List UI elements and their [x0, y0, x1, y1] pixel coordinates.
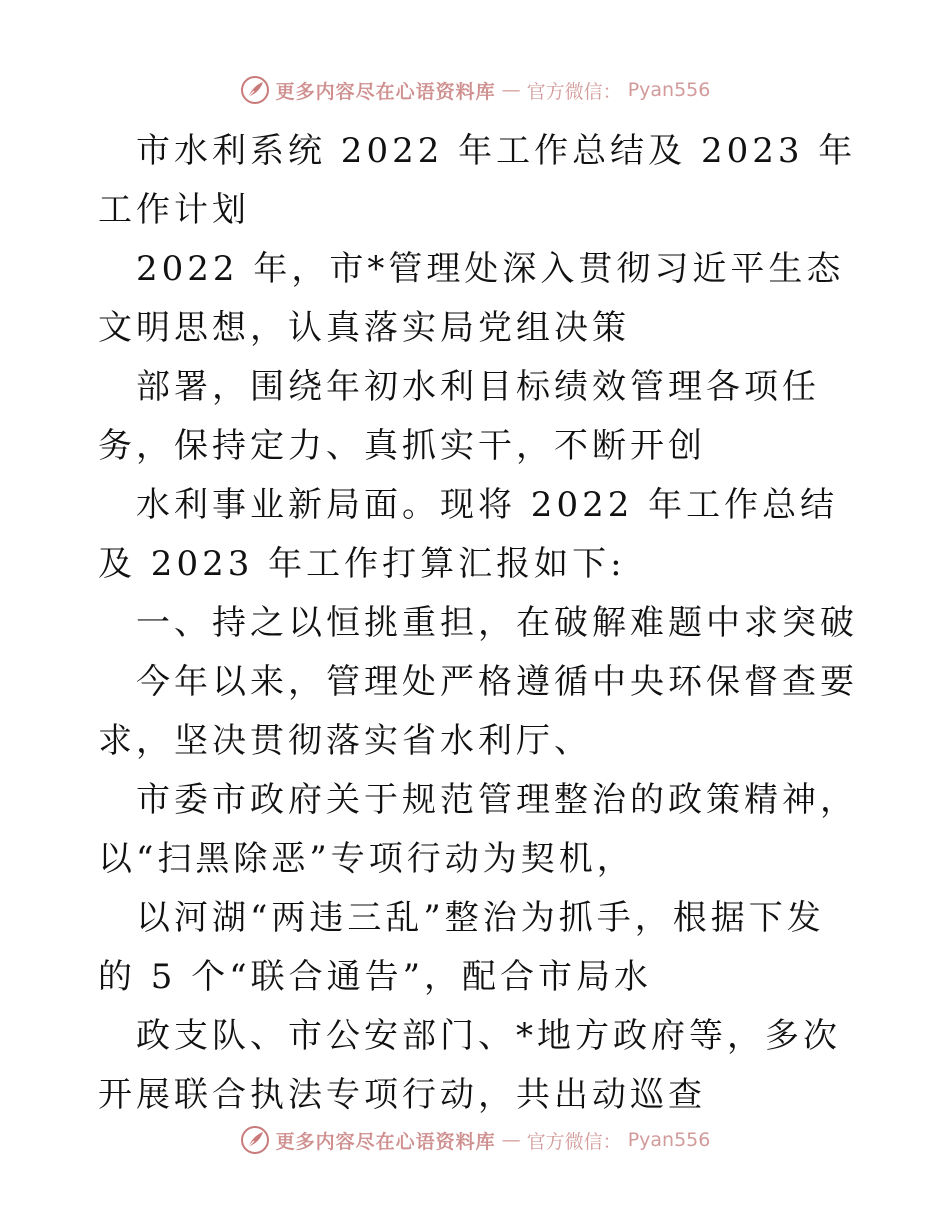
paragraph: 市委市政府关于规范管理整治的政策精神，以“扫黑除恶”专项行动为契机， — [98, 780, 858, 879]
paragraph: 政支队、市公安部门、*地方政府等，多次开展联合执法专项行动，共出动巡查 — [98, 1016, 841, 1115]
section-heading: 一、持之以恒挑重担，在破解难题中求突破 — [136, 603, 858, 643]
paragraph: 水利事业新局面。现将 2022 年工作总结及 2023 年工作打算汇报如下: — [98, 485, 839, 584]
watermark-separator: — — [501, 1129, 521, 1151]
paragraph: 今年以来，管理处严格遵循中央环保督查要求，坚决贯彻落实省水利厅、 — [98, 662, 858, 761]
watermark-wechat-id: Pyan556 — [627, 79, 711, 101]
watermark-wechat-label: 官方微信： — [526, 1130, 622, 1153]
feather-pen-logo-icon — [240, 75, 270, 105]
feather-pen-logo-icon — [240, 1125, 270, 1155]
watermark-separator: — — [501, 79, 521, 101]
watermark-brand: 更多内容尽在心语资料库 — [275, 80, 496, 103]
watermark-wechat-id: Pyan556 — [627, 1129, 711, 1151]
document-title: 市水利系统 2022 年工作总结及 2023 年工作计划 — [98, 131, 857, 230]
watermark-brand: 更多内容尽在心语资料库 — [275, 1130, 496, 1153]
watermark-wechat-label: 官方微信： — [526, 80, 622, 103]
footer-watermark — [0, 1120, 950, 1160]
document-body — [98, 122, 858, 1125]
header-watermark — [0, 70, 950, 110]
paragraph: 部署，围绕年初水利目标绩效管理各项任务，保持定力、真抓实干，不断开创 — [98, 367, 820, 466]
paragraph: 以河湖“两违三乱”整治为抓手，根据下发的 5 个“联合通告”，配合市局水 — [98, 898, 825, 997]
paragraph: 2022 年，市*管理处深入贯彻习近平生态文明思想，认真落实局党组决策 — [98, 249, 845, 348]
